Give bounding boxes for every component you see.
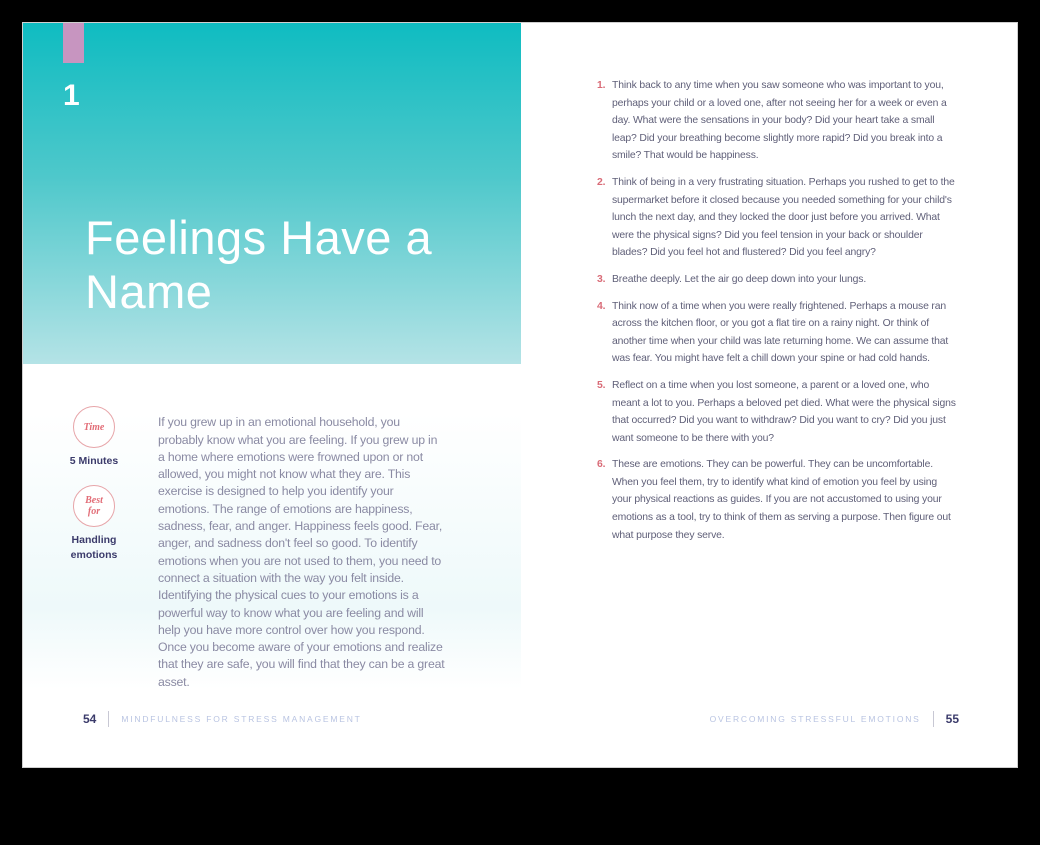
best-badge-label-1: Best — [85, 495, 103, 506]
time-badge — [73, 406, 115, 448]
step-text: Reflect on a time when you lost someone, a parent or a loved one, who meant a lot to you. Perhaps a beloved pet died. What were the physical signs that occurred? Did you want to withdraw? Did you want to cry? Did you just want someone to be there with you? — [612, 379, 956, 444]
step-item — [597, 271, 957, 289]
footer-divider — [108, 711, 109, 727]
footer-divider — [933, 711, 934, 727]
chapter-title: Feelings Have a Name — [85, 211, 433, 318]
step-text: Think now of a time when you were really frightened. Perhaps a mouse ran across the kitchen floor, or you got a flat tire on a rainy night. Or think of another time when your child was late returning home. We can assume that was fear. You might have felt a chill down your spine or had cold hands. — [612, 300, 949, 365]
bookmark-tab — [63, 23, 84, 63]
best-badge-label-2: for — [87, 506, 101, 517]
step-item — [597, 456, 957, 544]
step-text: Breathe deeply. Let the air go deep down into your lungs. — [612, 273, 867, 285]
best-value-line-1: Handling — [71, 534, 117, 546]
step-text: These are emotions. They can be powerful. They can be uncomfortable. When you feel them, try to identify what kind of emotion you feel by using your physical reactions as guides. If you are not accustomed to using your emotions as a tool, try to think of them as serving a purpose. Then figure out what purpose they serve. — [612, 459, 951, 541]
time-badge-label: Time — [83, 421, 105, 433]
step-item — [597, 377, 957, 447]
chapter-number: 1 — [63, 79, 80, 112]
right-page — [521, 23, 1018, 768]
best-value-line-2: emotions — [70, 549, 118, 561]
step-item — [597, 298, 957, 368]
step-item — [597, 174, 957, 262]
page-number-right: 55 — [945, 712, 959, 726]
right-page-footer — [710, 711, 959, 727]
step-number: 1. — [597, 80, 606, 91]
best-for-badge — [73, 485, 115, 527]
book-spread — [22, 22, 1018, 768]
running-head-right: OVERCOMING STRESSFUL EMOTIONS — [709, 714, 921, 724]
step-number: 6. — [597, 459, 606, 471]
intro-paragraph: If you grew up in an emotional household, you probably know what you are feeling. If you grew up in a home where emotions were frowned upon or not allowed, you might not know what they are. This exercise is designed to help you identify your emotions. The range of emotions are happiness, sadness, fear, and anger. Happiness feels good. Fear, anger, and sadness don't feel so good. To identify emotions when you are not used to them, you need to connect a situation with the way you felt inside. Identifying the physical cues to your emotions is a powerful way to know what you are feeling and will help you have more control over how you respond. Once you become aware of your emotions and realize that they are safe, you will find that they can be a great asset. — [158, 415, 445, 689]
step-number: 4. — [597, 300, 606, 312]
left-page — [23, 23, 521, 768]
step-text: Think of being in a very frustrating situation. Perhaps you rushed to get to the supermarket before it closed because you needed something for your child's lunch the next day, and they locked the door just before you arrived. What were the physical signs? Did you feel tension in your back or shoulder blades? Did you feel hot and flustered? Did you feel angry? — [612, 176, 955, 259]
chapter-hero-banner — [23, 23, 521, 364]
step-number: 3. — [597, 273, 606, 285]
left-page-footer — [83, 711, 362, 727]
step-number: 2. — [597, 176, 606, 188]
time-value: 5 Minutes — [69, 455, 119, 467]
step-number: 5. — [597, 379, 606, 391]
running-head-left: MINDFULNESS FOR STRESS MANAGEMENT — [121, 714, 362, 724]
step-item — [597, 77, 957, 165]
page-number-left: 54 — [83, 712, 97, 726]
steps-list — [597, 77, 957, 553]
best-for-value — [44, 533, 144, 563]
step-text: Think back to any time when you saw someone who was important to you, perhaps your child or a loved one, after not seeing her for a week or even a day. What were the sensations in your body? Did your heart take a small leap? Did your breathing become slightly more rapid? Did you break into a smile? That would be happiness. — [612, 80, 947, 162]
